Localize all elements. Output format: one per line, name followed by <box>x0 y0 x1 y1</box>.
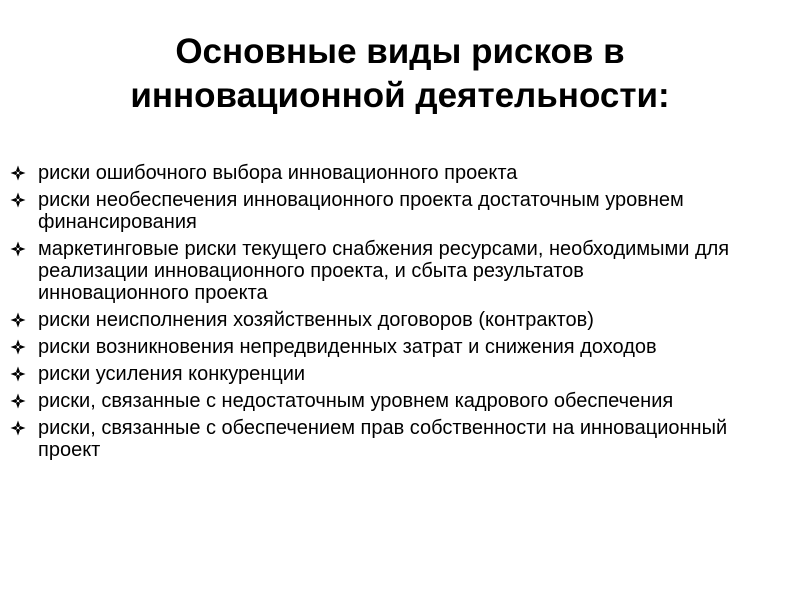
list-item <box>10 390 730 412</box>
slide-title-line-1: Основные виды рисков в <box>175 32 625 71</box>
diamond-bullet-icon <box>10 162 38 184</box>
diamond-bullet-icon <box>10 390 38 412</box>
slide-title <box>0 30 800 118</box>
diamond-bullet-icon <box>10 189 38 211</box>
diamond-bullet-icon <box>10 336 38 358</box>
list-item-text: риски неисполнения хозяйственных договоров (контрактов) <box>38 309 594 331</box>
list-item <box>10 363 730 385</box>
list-item-text: риски усиления конкуренции <box>38 363 306 385</box>
list-item <box>10 336 730 358</box>
list-item-text: риски возникновения непредвиденных затрат и снижения доходов <box>38 336 657 358</box>
list-item-text: маркетинговые риски текущего снабжения ресурсами, необходимыми для реализации инновационного проекта, и сбыта результатов инновационного проекта <box>38 238 730 304</box>
risk-list <box>10 162 730 466</box>
list-item-text: риски ошибочного выбора инновационного проекта <box>38 162 518 184</box>
diamond-bullet-icon <box>10 238 38 260</box>
list-item-text: риски необеспечения инновационного проекта достаточным уровнем финансирования <box>38 189 684 233</box>
diamond-bullet-icon <box>10 363 38 385</box>
diamond-bullet-icon <box>10 309 38 331</box>
list-item-text: риски, связанные с обеспечением прав собственности на инновационный проект <box>38 417 728 461</box>
list-item <box>10 162 730 184</box>
list-item <box>10 417 730 461</box>
list-item <box>10 309 730 331</box>
diamond-bullet-icon <box>10 417 38 439</box>
list-item <box>10 238 730 304</box>
list-item <box>10 189 730 233</box>
slide-title-line-2: инновационной деятельности: <box>130 76 670 115</box>
list-item-text: риски, связанные с недостаточным уровнем кадрового обеспечения <box>38 390 674 412</box>
